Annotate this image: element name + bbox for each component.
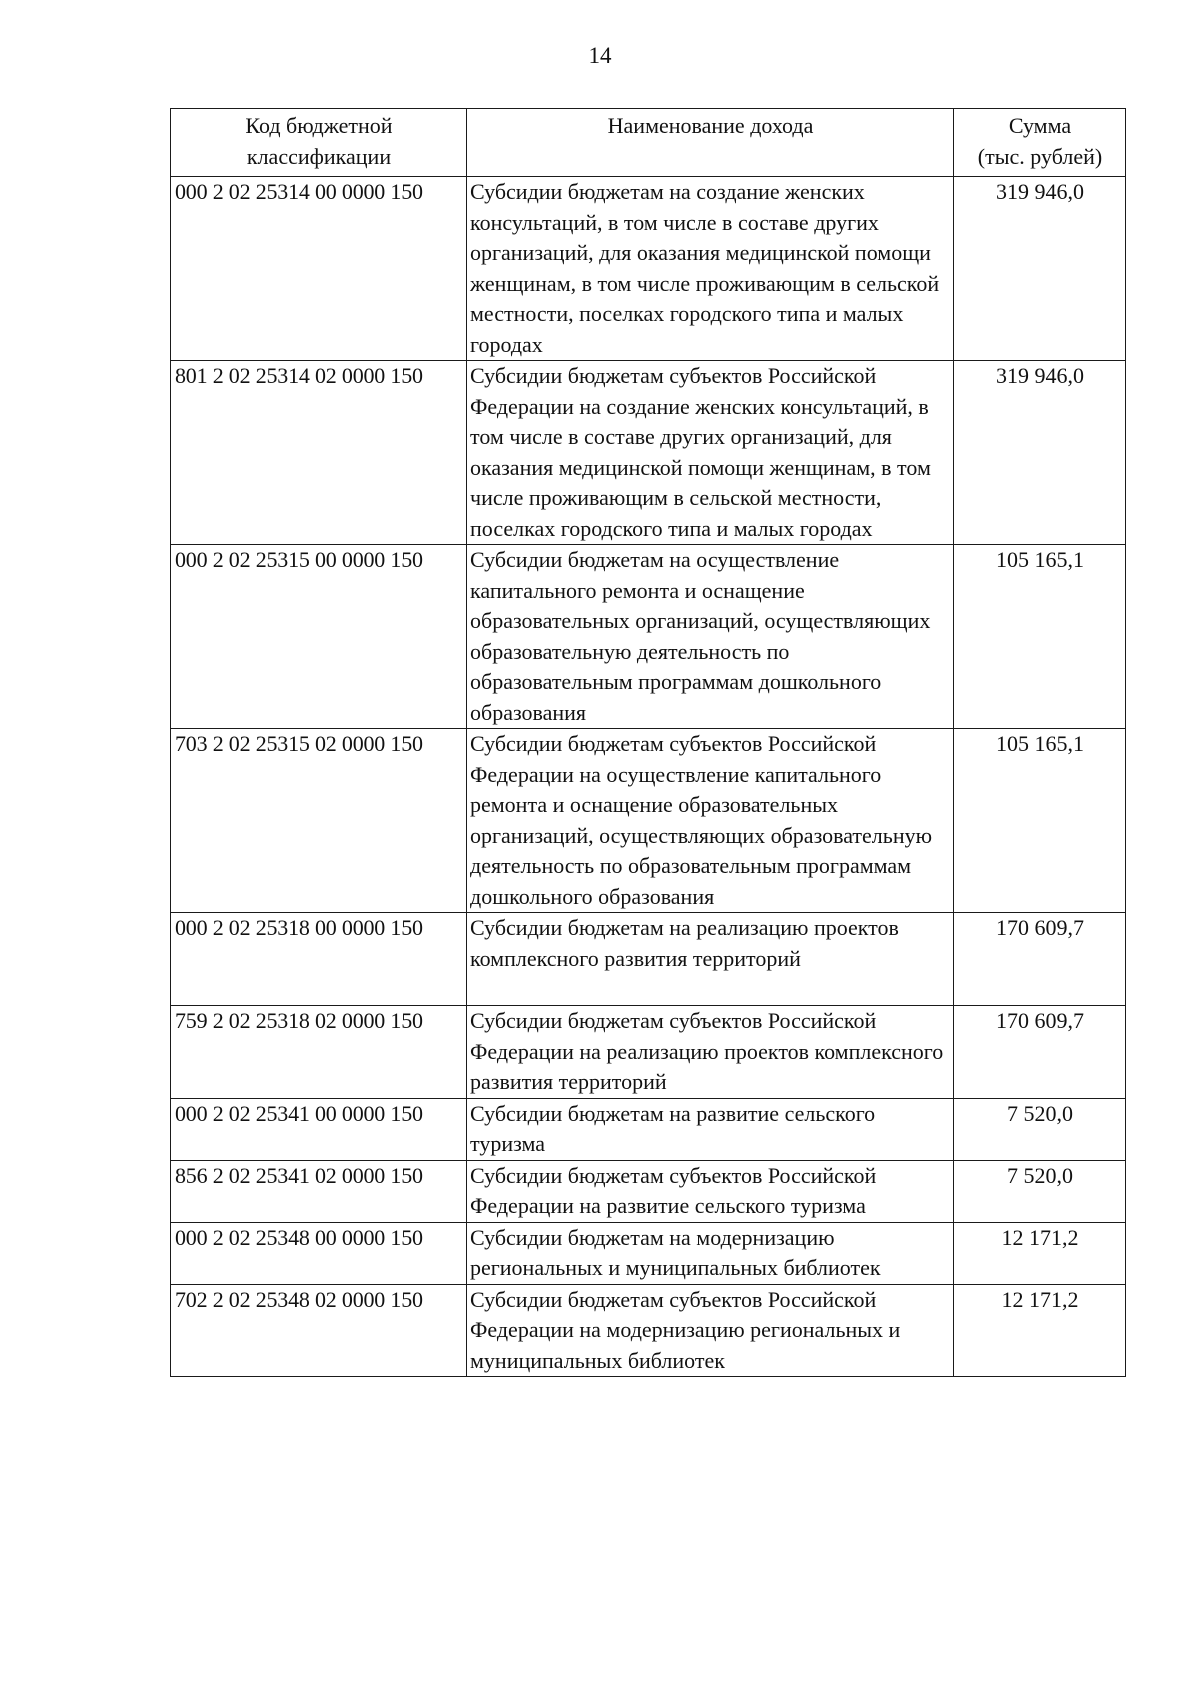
page-number: 14 xyxy=(588,43,612,68)
row-code: 801 2 02 25314 02 0000 150 xyxy=(171,361,467,545)
header-name: Наименование дохода xyxy=(467,109,954,177)
header-amount xyxy=(954,109,1126,177)
table-row xyxy=(171,729,1126,913)
header-code-line-2: классификации xyxy=(246,143,392,169)
row-name: Субсидии бюджетам субъектов Российской Федерации на создание женских консультаций, в том числе в составе других организаций, для оказания медицинской помощи женщинам, в том числе проживающим в сельской местности, поселках городского типа и малых городах xyxy=(467,361,954,545)
row-amount: 105 165,1 xyxy=(954,729,1126,913)
row-code: 759 2 02 25318 02 0000 150 xyxy=(171,1006,467,1099)
table-row xyxy=(171,1222,1126,1284)
row-name: Субсидии бюджетам субъектов Российской Федерации на осуществление капитального ремонта и оснащение образовательных организаций, осуществляющих образовательную деятельность по образовательным программам дошкольного образования xyxy=(467,729,954,913)
header-amount-line-2: (тыс. рублей) xyxy=(977,143,1103,169)
table-row xyxy=(171,913,1126,1006)
header-code xyxy=(171,109,467,177)
table-row xyxy=(171,1160,1126,1222)
table-header-row xyxy=(171,109,1126,177)
row-name: Субсидии бюджетам на создание женских консультаций, в том числе в составе других организаций, для оказания медицинской помощи женщинам, в том числе проживающим в сельской местности, поселках городского типа и малых городах xyxy=(467,177,954,361)
row-code: 000 2 02 25318 00 0000 150 xyxy=(171,913,467,1006)
row-code: 856 2 02 25341 02 0000 150 xyxy=(171,1160,467,1222)
row-code: 000 2 02 25348 00 0000 150 xyxy=(171,1222,467,1284)
row-amount: 7 520,0 xyxy=(954,1160,1126,1222)
row-amount: 105 165,1 xyxy=(954,545,1126,729)
header-code-line-1: Код бюджетной xyxy=(245,113,393,138)
row-amount: 170 609,7 xyxy=(954,1006,1126,1099)
row-name: Субсидии бюджетам на модернизацию региональных и муниципальных библиотек xyxy=(467,1222,954,1284)
row-name: Субсидии бюджетам на осуществление капитального ремонта и оснащение образовательных организаций, осуществляющих образовательную деятельность по образовательным программам дошкольного образования xyxy=(467,545,954,729)
table-row xyxy=(171,361,1126,545)
row-name: Субсидии бюджетам на реализацию проектов комплексного развития территорий xyxy=(467,913,954,1006)
row-amount: 319 946,0 xyxy=(954,361,1126,545)
row-amount: 319 946,0 xyxy=(954,177,1126,361)
row-amount: 7 520,0 xyxy=(954,1098,1126,1160)
row-amount: 12 171,2 xyxy=(954,1284,1126,1377)
table-row xyxy=(171,1098,1126,1160)
row-code: 000 2 02 25314 00 0000 150 xyxy=(171,177,467,361)
table-row xyxy=(171,177,1126,361)
row-code: 000 2 02 25341 00 0000 150 xyxy=(171,1098,467,1160)
table-row xyxy=(171,545,1126,729)
table-row xyxy=(171,1284,1126,1377)
budget-income-table xyxy=(170,108,1126,1377)
row-name: Субсидии бюджетам субъектов Российской Федерации на модернизацию региональных и муниципальных библиотек xyxy=(467,1284,954,1377)
row-name: Субсидии бюджетам субъектов Российской Федерации на развитие сельского туризма xyxy=(467,1160,954,1222)
row-amount: 170 609,7 xyxy=(954,913,1126,1006)
row-code: 703 2 02 25315 02 0000 150 xyxy=(171,729,467,913)
row-amount: 12 171,2 xyxy=(954,1222,1126,1284)
row-code: 702 2 02 25348 02 0000 150 xyxy=(171,1284,467,1377)
table-row xyxy=(171,1006,1126,1099)
header-amount-line-1: Сумма xyxy=(1008,113,1072,138)
row-name: Субсидии бюджетам на развитие сельского туризма xyxy=(467,1098,954,1160)
row-code: 000 2 02 25315 00 0000 150 xyxy=(171,545,467,729)
row-name: Субсидии бюджетам субъектов Российской Федерации на реализацию проектов комплексного развития территорий xyxy=(467,1006,954,1099)
